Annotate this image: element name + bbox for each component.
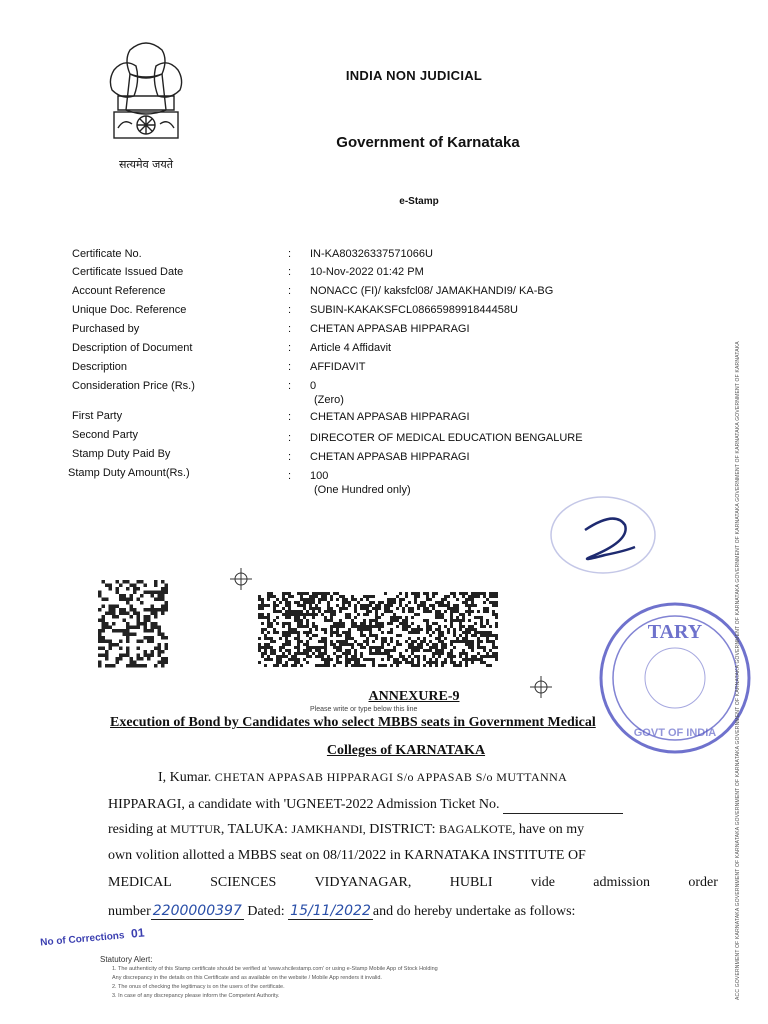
government-title: Government of Karnataka xyxy=(336,134,520,151)
officer-signature xyxy=(545,490,660,580)
field-label: Unique Doc. Reference xyxy=(72,304,187,316)
field-colon: : xyxy=(288,304,292,316)
field-value: AFFIDAVIT xyxy=(310,361,366,373)
field-value-words: (Zero) xyxy=(314,394,344,406)
national-emblem xyxy=(100,30,192,178)
field-value-words: (One Hundred only) xyxy=(314,484,411,496)
field-label: Stamp Duty Paid By xyxy=(72,448,171,460)
field-colon: : xyxy=(288,411,292,423)
body-text: vide xyxy=(530,875,555,890)
body-line-4: own volition allotted a MBBS seat on 08/11/2022 in KARNATAKA INSTITUTE OF xyxy=(108,848,586,863)
body-line-3 xyxy=(108,822,718,838)
corrections-number: 01 xyxy=(130,925,146,941)
field-value: 0 xyxy=(310,380,317,392)
field-value: CHETAN APPASAB HIPPARAGI xyxy=(310,411,470,423)
field-value: SUBIN-KAKAKSFCL0866598991844458U xyxy=(310,304,518,316)
non-judicial-title: INDIA NON JUDICIAL xyxy=(345,68,483,83)
field-value: Article 4 Affidavit xyxy=(310,342,392,354)
body-text: , TALUKA: xyxy=(220,822,288,837)
alert-line: 1. The authenticity of this Stamp certificate should be verified at 'www.shcilestamp.com' or using e-Stamp Mobile App of Stock Holding xyxy=(112,966,438,972)
order-number: 2200000397 xyxy=(152,903,242,919)
emblem-motto: सत्यमेव जयते xyxy=(118,158,174,171)
district-name: BAGALKOTE, xyxy=(439,822,516,836)
field-label: Purchased by xyxy=(72,323,140,335)
corrections-stamp xyxy=(40,925,145,948)
barcode xyxy=(258,592,498,668)
bond-title-line2: Colleges of KARNATAKA xyxy=(326,743,486,758)
seal-text-bottom: GOVT OF INDIA xyxy=(633,727,717,739)
body-text: number xyxy=(108,904,151,919)
body-text: HIPPARAGI, a candidate with 'UGNEET-2022 Admission Ticket No. xyxy=(108,797,500,812)
order-date: 15/11/2022 xyxy=(290,903,371,919)
field-colon: : xyxy=(288,323,292,335)
body-text: VIDYANAGAR, xyxy=(314,875,412,890)
field-colon: : xyxy=(288,432,292,444)
body-text: MEDICAL xyxy=(108,875,172,890)
field-value: NONACC (FI)/ kaksfcl08/ JAMAKHANDI9/ KA-BG xyxy=(310,285,554,297)
field-label: Second Party xyxy=(72,429,139,441)
field-colon: : xyxy=(288,285,292,297)
body-text: have on my xyxy=(518,822,585,837)
body-text: I, Kumar. xyxy=(158,770,212,785)
field-label: Account Reference xyxy=(72,285,166,297)
field-label: Description of Document xyxy=(72,342,193,354)
alert-line: 3. In case of any discrepancy please inform the Competent Authority. xyxy=(112,993,280,999)
crosshair-mark xyxy=(230,568,252,590)
alert-line: 2. The onus of checking the legitimacy is on the users of the certificate. xyxy=(112,984,285,990)
body-line-1 xyxy=(108,770,718,786)
annexure-title: ANNEXURE-9 xyxy=(368,689,460,704)
candidate-name: CHETAN APPASAB HIPPARAGI S/o APPASAB S/o MUTTANNA xyxy=(214,770,568,784)
body-line-5 xyxy=(108,875,718,891)
field-label: Certificate No. xyxy=(72,248,142,260)
field-label: Stamp Duty Amount(Rs.) xyxy=(68,467,190,479)
estamp-label: e-Stamp xyxy=(399,196,439,207)
ticket-number-blank xyxy=(503,797,623,814)
field-value: CHETAN APPASAB HIPPARAGI xyxy=(310,451,470,463)
field-value: IN-KA80326337571066U xyxy=(310,248,433,260)
bond-title-line1: Execution of Bond by Candidates who select MBBS seats in Government Medical xyxy=(110,715,596,730)
body-text: order xyxy=(688,875,718,890)
body-text: DISTRICT: xyxy=(369,822,436,837)
body-text: SCIENCES xyxy=(210,875,277,890)
village-name: MUTTUR xyxy=(170,822,221,836)
field-colon: : xyxy=(288,470,292,482)
body-line-6 xyxy=(108,903,718,920)
taluka-name: JAMKHANDI, xyxy=(291,822,366,836)
field-colon: : xyxy=(288,451,292,463)
alert-line: Any discrepancy in the details on this Certificate and as available on the website / Mobile App renders it invalid. xyxy=(112,975,382,981)
body-text: and do hereby undertake as follows: xyxy=(372,904,576,919)
field-value: CHETAN APPASAB HIPPARAGI xyxy=(310,323,470,335)
body-line-2 xyxy=(108,797,718,814)
qr-code xyxy=(98,580,168,670)
write-below-note: Please write or type below this line xyxy=(310,706,418,713)
microtext: ACC GOVERNMENT OF KARNATAKA GOVERNMENT OF KARNATAKA GOVERNMENT OF KARNATAKA GOVERNMENT OF KARNATAKA GOVERNMENT OF KARNATAKA GOVERNMENT OF KARNATAKA GOVERNMENT OF KARNATAKA GOVERNMENT OF KARNATAKA xyxy=(735,341,741,1000)
field-label: Description xyxy=(72,361,128,373)
statutory-alert-heading: Statutory Alert: xyxy=(100,955,153,964)
corrections-label: No of Corrections xyxy=(39,930,125,949)
security-microtext-strip xyxy=(725,40,741,1000)
statutory-alert-text xyxy=(112,965,632,1007)
field-value: DIRECOTER OF MEDICAL EDUCATION BENGALURE xyxy=(310,432,583,444)
field-colon: : xyxy=(288,342,292,354)
field-colon: : xyxy=(288,266,292,278)
field-label: Consideration Price (Rs.) xyxy=(72,380,195,392)
field-colon: : xyxy=(288,248,292,260)
field-label: Certificate Issued Date xyxy=(72,266,184,278)
field-colon: : xyxy=(288,361,292,373)
seal-text-top: TARY xyxy=(647,621,703,643)
body-text: admission xyxy=(593,875,651,890)
field-value: 10-Nov-2022 01:42 PM xyxy=(310,266,424,278)
body-text: residing at xyxy=(108,822,167,837)
field-label: First Party xyxy=(72,410,123,422)
body-text: HUBLI xyxy=(449,875,493,890)
body-text: Dated: xyxy=(247,904,285,919)
field-colon: : xyxy=(288,380,292,392)
field-value: 100 xyxy=(310,470,329,482)
